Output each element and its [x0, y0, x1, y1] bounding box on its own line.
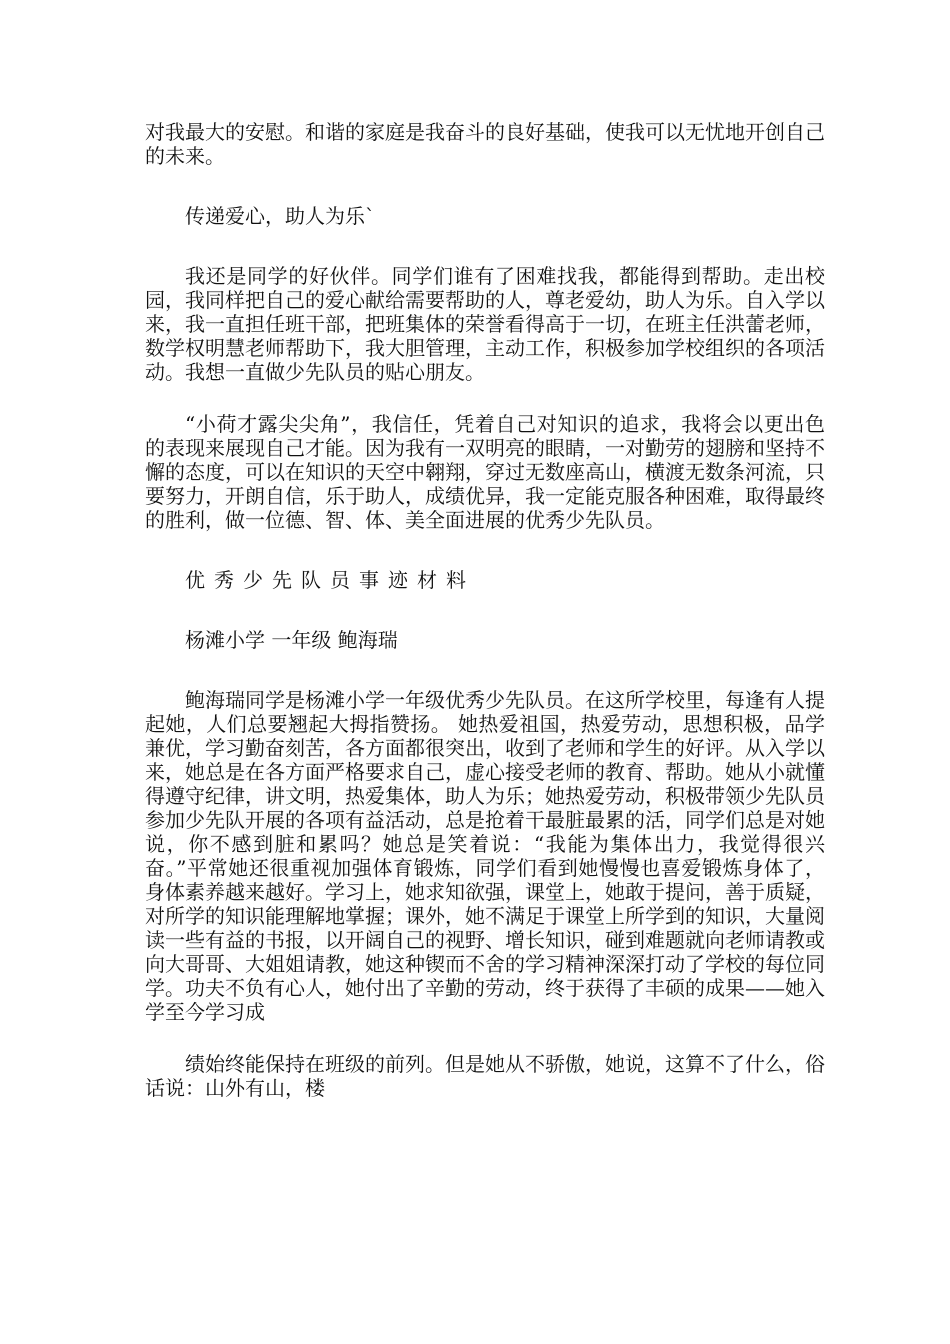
- paragraph-continued: 对我最大的安慰。和谐的家庭是我奋斗的良好基础，使我可以无忧地开创自己的未来。: [145, 120, 825, 168]
- document-body: [145, 120, 825, 1100]
- author-line: 杨滩小学 一年级 鲍海瑞: [185, 628, 398, 652]
- paragraph-bao: 鲍海瑞同学是杨滩小学一年级优秀少先队员。在这所学校里，每逢有人提起她，人们总要翘起大拇指赞扬。 她热爱祖国，热爱劳动，思想积极，品学兼优，学习勤奋刻苦，各方面都很突出，收到了老师和学生的好评。从入学以来，她总是在各方面严格要求自己，虚心接受老师的教育、帮助。她从小就懂得遵守纪律，讲文明，热爱集体，助人为乐；她热爱劳动，积极带领少先队员参加少先队开展的各项有益活动，总是抢着干最脏最累的活，同学们总是对她说，你不感到脏和累吗？她总是笑着说：“我能为集体出力，我觉得很兴奋。”平常她还很重视加强体育锻炼，同学们看到她慢慢也喜爱锻炼身体了，身体素养越来越好。学习上，她求知欲强，课堂上，她敢于提问，善于质疑，对所学的知识能理解地掌握；课外，她不满足于课堂上所学到的知识，大量阅读一些有益的书报，以开阔自己的视野、增长知识，碰到难题就向老师请教或向大哥哥、大姐姐请教，她这种锲而不舍的学习精神深深打动了学校的每位同学。功夫不负有心人，她付出了辛勤的劳动，终于获得了丰硕的成果——她入学至今学习成: [145, 688, 825, 1024]
- subheading: 传递爱心，助人为乐`: [185, 204, 375, 228]
- section-title: 优秀少先队员事迹材料: [185, 568, 475, 592]
- paragraph-last: 绩始终能保持在班级的前列。但是她从不骄傲，她说，这算不了什么，俗话说：山外有山，楼: [145, 1052, 825, 1100]
- paragraph-lotus: “小荷才露尖尖角”，我信任，凭着自己对知识的追求，我将会以更出色的表现来展现自己才能。因为我有一双明亮的眼睛，一对勤劳的翅膀和坚持不懈的态度，可以在知识的天空中翱翔，穿过无数座高山，横渡无数条河流，只要努力，开朗自信，乐于助人，成绩优异，我一定能克服各种困难，取得最终的胜利，做一位德、智、体、美全面进展的优秀少先队员。: [145, 412, 825, 532]
- paragraph-friend: 我还是同学的好伙伴。同学们谁有了困难找我，都能得到帮助。走出校园，我同样把自己的爱心献给需要帮助的人，尊老爱幼，助人为乐。自入学以来，我一直担任班干部，把班集体的荣誉看得高于一切，在班主任洪蕾老师，数学权明慧老师帮助下，我大胆管理，主动工作，积极参加学校组织的各项活动。我想一直做少先队员的贴心朋友。: [145, 264, 825, 384]
